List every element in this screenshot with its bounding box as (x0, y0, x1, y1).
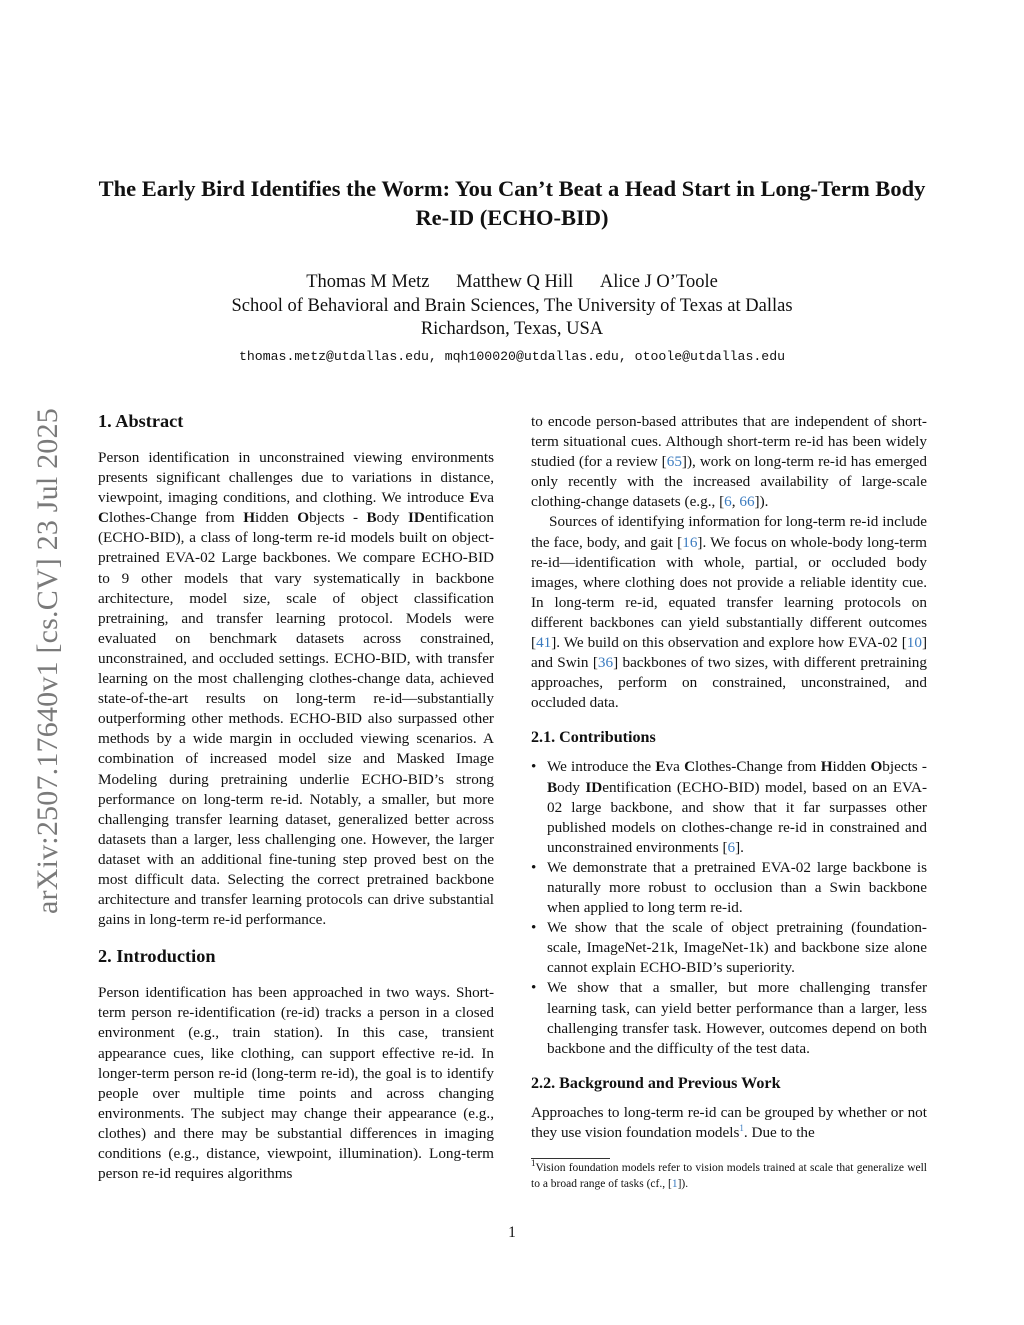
author-name: Alice J O’Toole (599, 272, 718, 292)
author-names (80, 271, 944, 295)
citation-link[interactable]: 41 (536, 634, 552, 652)
abstract-text: va (479, 489, 494, 507)
introduction-heading: 2. Introduction (98, 946, 216, 967)
body-text: idden (832, 758, 871, 776)
acronym-letter: O (870, 758, 883, 776)
paper-title: The Early Bird Identifies the Worm: You Can’t Beat a Head Start in Long-Term Body Re-ID (ECHO-BID) (98, 176, 926, 230)
acronym-letter: E (655, 758, 666, 776)
list-item (531, 757, 927, 857)
body-text: ody (557, 778, 586, 796)
body-text: lothes-Change from (695, 758, 821, 776)
background-heading: 2.2. Background and Previous Work (531, 1074, 781, 1092)
introduction-paragraph-2 (531, 512, 927, 713)
body-text: We introduce the (547, 758, 656, 776)
acronym-letter: H (820, 758, 833, 776)
citation-link[interactable]: 65 (666, 453, 682, 471)
body-text: ]). (754, 493, 769, 511)
abstract-text: bjects - (309, 509, 367, 527)
list-item: • We show that a smaller, but more challenging transfer learning task, can yield better performance than a larger, less challenging transfer task. However, outcomes depend on both backbone and the difficulty of the test data. (531, 978, 927, 1058)
author-name: Thomas M Metz (306, 272, 430, 292)
abstract-heading: 1. Abstract (98, 411, 184, 431)
acronym-letter: H (243, 509, 256, 527)
citation-link[interactable]: 1 (671, 1178, 678, 1190)
spacer (98, 930, 494, 945)
footnote-text: Vision foundation models refer to vision models trained at scale that generalize well to a broad range of tasks (cf., [ (531, 1162, 927, 1190)
body-text: ] and Swin [ (531, 634, 927, 672)
acronym-letter: C (684, 758, 696, 776)
body-text: to encode person-based attributes that are independent of short-term situational cues. Although short-term re-id has been widely studied (for a review [ (531, 413, 927, 471)
citation-link[interactable]: 66 (739, 493, 755, 511)
citation-link[interactable]: 36 (597, 654, 614, 672)
affiliation: School of Behavioral and Brain Sciences, The University of Texas at Dallas (231, 295, 793, 316)
author-block (80, 271, 944, 366)
citation-link[interactable]: 10 (906, 634, 922, 652)
body-text: . Due to the (743, 1123, 815, 1141)
body-text: Approaches to long-term re-id can be grouped by whether or not they use vision foundation models (531, 1103, 927, 1141)
acronym-letter: ID (585, 778, 603, 796)
abstract-text: idden (255, 509, 298, 527)
abstract-paragraph (98, 448, 494, 930)
citation-link[interactable]: 6 (724, 493, 732, 511)
body-text: bjects - (882, 758, 927, 776)
body-text: ]. We build on this observation and explore how EVA-02 [ (551, 634, 907, 652)
abstract-text: entification (ECHO-BID), a class of long-term re-id models built on object-pretrained EVA-02 Large backbones. We compare ECHO-BID to 9 other models that vary systematically in backbone architecture, model size, scale of object classification pretraining, and transfer learning protocol. Models were evaluated on benchmark datasets across constrained, unconstrained, and occluded settings. ECHO-BID, with transfer learning on the most challenging clothes-change data, achieved state-of-the-art results on long-term re-id—substantially outperforming other methods. ECHO-BID also surpassed other methods by a wide margin in occluded viewing scenarios. A combination of increased model size and Masked Image Modeling during pretraining underlie ECHO-BID’s strong performance on long-term re-id. Notably, a smaller, but more challenging transfer learning dataset, generalized better across datasets than a larger, less challenging one. However, the larger dataset with an additional fine-tuning step proved best on the most difficult data. Selecting the correct pretrained backbone architecture and transfer learning protocols can drive substantial gains in long-term re-id performance. (98, 509, 494, 929)
body-text: va (665, 758, 685, 776)
author-name: Matthew Q Hill (456, 272, 574, 292)
body-text: ]), work on long-term re-id has emerged only recently with the increased availability of large-scale clothing-change datasets (e.g., [ (531, 453, 927, 511)
body-text: ]. We focus on whole-body long-term re-id—identification with whole, partial, or occluded body images, where clothing does not provide a reliable identity cue. In long-term re-id, equated transfer learning protocols on different backbones can yield substantially different outcomes [ (531, 533, 927, 652)
list-item: • We demonstrate that a pretrained EVA-02 large backbone is naturally more robust to occlusion than a Swin backbone when applied to long term re-id. (531, 858, 927, 918)
body-text: ]. (735, 838, 744, 856)
footnote-marker[interactable]: 1 (739, 1122, 744, 1133)
background-paragraph (531, 1103, 927, 1143)
acronym-letter: ID (407, 509, 425, 527)
arxiv-identifier: arXiv:2507.17640v1 [cs.CV] 23 Jul 2025 (31, 408, 64, 914)
page-number: 1 (508, 1224, 516, 1241)
acronym-letter: C (98, 509, 109, 527)
acronym-letter: B (547, 778, 558, 796)
introduction-paragraph-continued: to encode person-based attributes that are independent of short-term situational cues. Although short-term re-id has been widely studied (for a review [65]), work on long-term re-id has emerged only recently with the increased availability of large-scale clothing-change datasets (e.g., [6, 66]). (531, 413, 927, 511)
abstract-text: ody (376, 509, 408, 527)
introduction-paragraph: Person identification has been approached in two ways. Short-term person re-identification (re-id) tracks a person in a closed environment (e.g., train station). In this case, transient appearance cues, like clothing, can support effective re-id. In longer-term person re-id (long-term re-id), the goal is to identify people over multiple time points and across changing environments. The subject may change their appearance (e.g., clothes) and there may be substantial differences in imaging conditions (e.g., distance, viewpoint, illumination). Long-term person re-id requires algorithms (98, 984, 494, 1183)
body-text: ] backbones of two sizes, with different pretraining approaches, perform on constrained, unconstrained, and occluded data. (531, 654, 927, 712)
location: Richardson, Texas, USA (420, 319, 604, 339)
left-column (98, 410, 494, 1184)
body-text: Sources of identifying information for long-term re-id include the face, body, and gait [ (531, 513, 927, 551)
body-text: model, based on an EVA-02 large backbone, and show that it far surpasses other published models on clothes-change re-id in constrained and unconstrained environments [ (547, 778, 927, 856)
footnote (531, 1160, 927, 1192)
abstract-text: lothes-Change from (108, 509, 244, 527)
author-emails: thomas.metz@utdallas.edu, mqh100020@utdallas.edu, otoole@utdallas.edu (238, 348, 786, 364)
acronym-letter: E (469, 489, 480, 507)
footnote-divider (531, 1158, 610, 1159)
abstract-text: Person identification in unconstrained viewing environments presents significant challenges due to variations in distance, viewpoint, imaging conditions, and clothing. We introduce (98, 449, 494, 507)
contributions-list (531, 757, 927, 1058)
citation-link[interactable]: 6 (727, 838, 736, 856)
body-text: entification (ECHO-BID) (602, 778, 766, 796)
footnote-number: 1 (531, 1158, 536, 1169)
list-item: • We show that the scale of object pretraining (foundation-scale, ImageNet-21k, ImageNet-1k) and backbone size alone cannot explain ECHO-BID’s superiority. (531, 918, 927, 978)
citation-link[interactable]: 16 (682, 533, 698, 551)
footnote-text: ]). (677, 1178, 689, 1190)
right-column (531, 412, 927, 1143)
contributions-heading: 2.1. Contributions (531, 729, 656, 747)
acronym-letter: B (366, 509, 377, 527)
acronym-letter: O (297, 509, 310, 527)
